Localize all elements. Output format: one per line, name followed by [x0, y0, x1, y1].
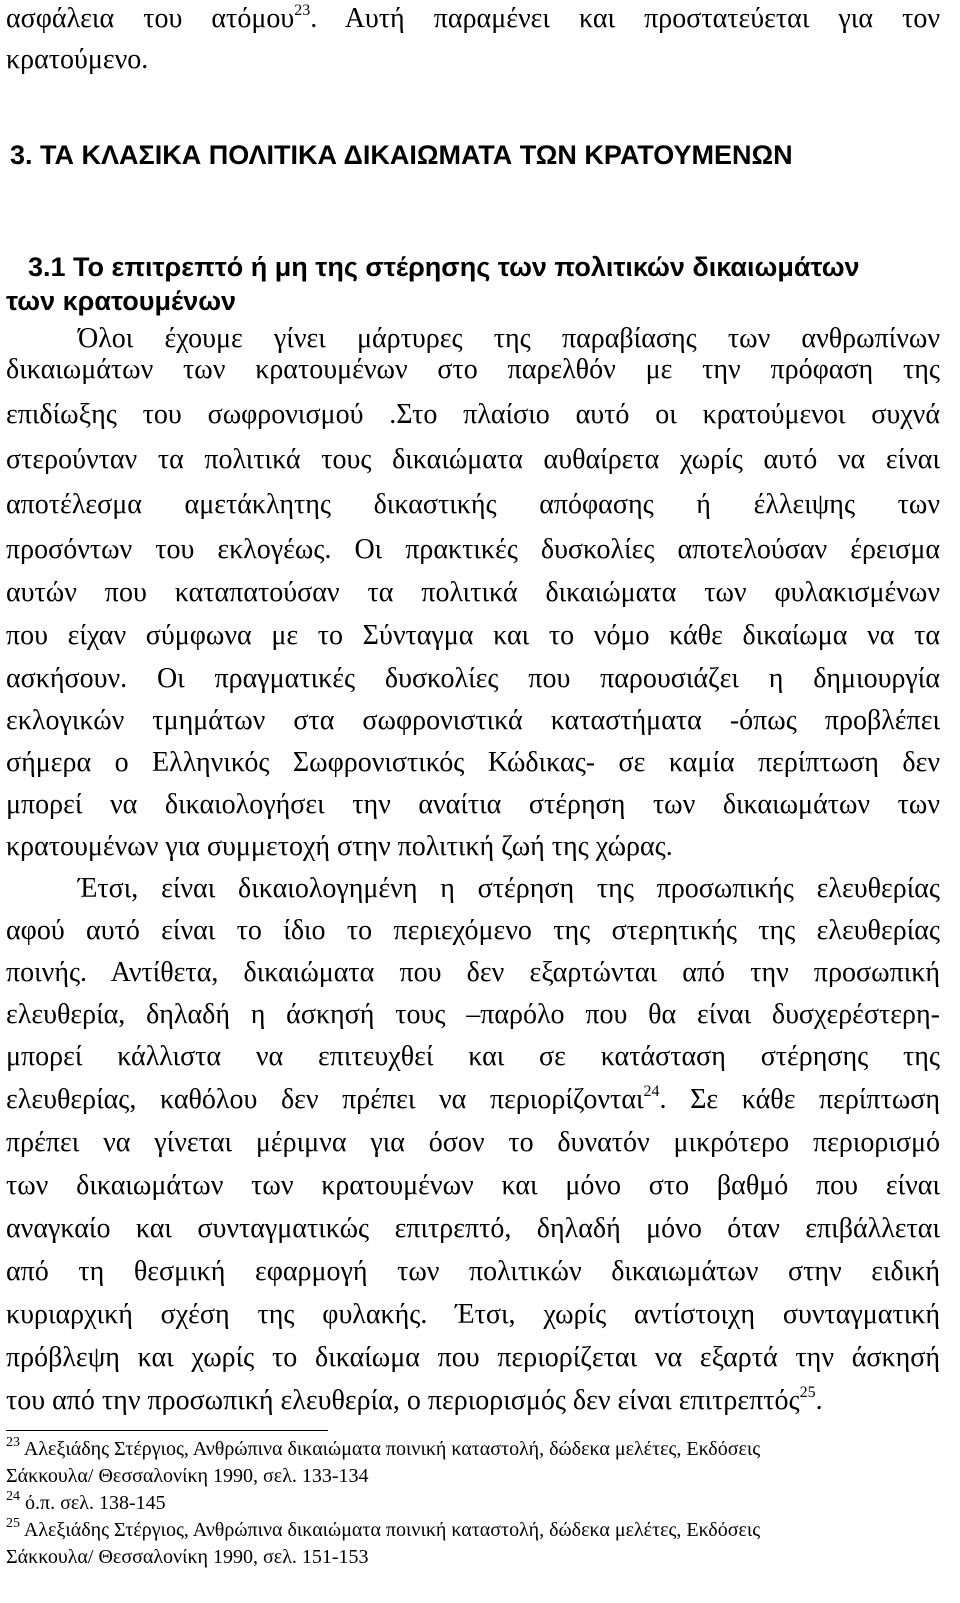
paragraph-line: επιδίωξης του σωφρονισμού .Στο πλαίσιο αυτό οι κρατούμενοι συχνά — [6, 399, 940, 430]
footnote-ref-23: 23 — [294, 2, 311, 19]
footnote-ref-24: 24 — [643, 1083, 660, 1100]
paragraph-line: από τη θεσμική εφαρμογή των πολιτικών δικαιωμάτων στην ειδική — [6, 1256, 940, 1287]
paragraph-2 — [6, 874, 940, 1416]
text-run: ασφάλεια του ατόμου — [6, 3, 295, 34]
footnote-number: 23 — [6, 1435, 20, 1450]
document-page — [6, 0, 940, 1416]
paragraph-1 — [6, 324, 940, 862]
subsection-heading-line: 3.1 Το επιτρεπτό ή μη της στέρησης των πολιτικών δικαιωμάτων — [28, 252, 860, 282]
paragraph-line: Όλοι έχουμε γίνει μάρτυρες της παραβίασης των ανθρωπίνων — [78, 323, 940, 354]
footnote-number: 25 — [6, 1516, 20, 1531]
footnote-23 — [6, 1435, 940, 1461]
footnote-text: ό.π. σελ. 138-145 — [25, 1492, 166, 1514]
paragraph-line: εκλογικών τμημάτων στα σωφρονιστικά καταστήματα -όπως προβλέπει — [6, 705, 940, 736]
paragraph-line: ασκήσουν. Οι πραγματικές δυσκολίες που παρουσιάζει η δημιουργία — [6, 663, 940, 694]
text-run: του από την προσωπική ελευθερία, ο περιορισμός δεν είναι επιτρεπτός — [6, 1385, 800, 1416]
footnote-text: Αλεξιάδης Στέργιος, Ανθρώπινα δικαιώματα ποινική καταστολή, δώδεκα μελέτες, Εκδόσεις — [23, 1519, 761, 1541]
footnote-separator — [6, 1430, 328, 1431]
paragraph-line: ποινής. Αντίθετα, δικαιώματα που δεν εξαρτώνται από την προσωπική — [6, 957, 940, 988]
paragraph-line: αναγκαίο και συνταγματικώς επιτρεπτό, δηλαδή μόνο όταν επιβάλλεται — [6, 1213, 940, 1244]
paragraph-line: μπορεί κάλλιστα να επιτευχθεί και σε κατάσταση στέρησης της — [6, 1041, 940, 1072]
paragraph-line: πρέπει να γίνεται μέριμνα για όσον το δυνατόν μικρότερο περιορισμό — [6, 1127, 940, 1158]
footnote-ref-25: 25 — [799, 1384, 816, 1401]
paragraph-line: μπορεί να δικαιολογήσει την αναίτια στέρηση των δικαιωμάτων των — [6, 789, 940, 820]
paragraph-line: πρόβλεψη και χωρίς το δικαίωμα που περιορίζεται να εξαρτά την άσκησή — [6, 1342, 940, 1373]
paragraph-line: κρατουμένων για συμμετοχή στην πολιτική ζωή της χώρας. — [6, 831, 673, 862]
section-heading: 3. ΤΑ ΚΛΑΣΙΚΑ ΠΟΛΙΤΙΚΑ ΔΙΚΑΙΩΜΑΤΑ ΤΩΝ ΚΡΑΤΟΥΜΕΝΩΝ — [10, 140, 793, 170]
footnote-text: Αλεξιάδης Στέργιος, Ανθρώπινα δικαιώματα ποινική καταστολή, δώδεκα μελέτες, Εκδόσεις — [23, 1438, 761, 1460]
paragraph-continuation-line — [6, 4, 940, 34]
paragraph-line: των δικαιωμάτων των κρατουμένων και μόνο στο βαθμό που είναι — [6, 1170, 940, 1201]
paragraph-line: που είχαν σύμφωνα με το Σύνταγμα και το νόμο κάθε δικαίωμα να τα — [6, 620, 940, 651]
paragraph-line: προσόντων του εκλογέως. Οι πρακτικές δυσκολίες αποτελούσαν έρεισμα — [6, 534, 940, 565]
paragraph-line — [6, 1386, 940, 1416]
footnote-continuation: Σάκκουλα/ Θεσσαλονίκη 1990, σελ. 133-134 — [6, 1465, 369, 1487]
footnote-25 — [6, 1516, 940, 1542]
paragraph-line — [6, 1085, 940, 1115]
paragraph-line: αυτών που καταπατούσαν τα πολιτικά δικαιώματα των φυλακισμένων — [6, 577, 940, 608]
footnote-number: 24 — [6, 1489, 20, 1504]
paragraph-line: αφού αυτό είναι το ίδιο το περιεχόμενο της στερητικής της ελευθερίας — [6, 915, 940, 946]
paragraph-line: σήμερα ο Ελληνικός Σωφρονιστικός Κώδικας- σε καμία περίπτωση δεν — [6, 747, 940, 778]
paragraph-line: αποτέλεσμα αμετάκλητης δικαστικής απόφασης ή έλλειψης των — [6, 489, 940, 520]
footnotes — [6, 1435, 940, 1569]
paragraph-line: κυριαρχική σχέση της φυλακής. Έτσι, χωρίς αντίστοιχη συνταγματική — [6, 1299, 940, 1330]
text-run: ελευθερίας, καθόλου δεν πρέπει να περιορίζονται — [6, 1084, 644, 1115]
footnote-continuation: Σάκκουλα/ Θεσσαλονίκη 1990, σελ. 151-153 — [6, 1546, 369, 1568]
paragraph-continuation-line: κρατούμενο. — [6, 44, 149, 75]
paragraph-line: δικαιωμάτων των κρατουμένων στο παρελθόν με την πρόφαση της — [6, 354, 940, 385]
paragraph-line: ελευθερία, δηλαδή η άσκησή τους –παρόλο που θα είναι δυσχερέστερη- — [6, 999, 940, 1030]
text-run: . Αυτή παραμένει και προστατεύεται για τον — [310, 3, 940, 34]
text-run: . Σε κάθε περίπτωση — [659, 1084, 940, 1115]
text-run: . — [815, 1385, 823, 1416]
subsection-heading-line: των κρατουμένων — [6, 286, 237, 316]
paragraph-line: Έτσι, είναι δικαιολογημένη η στέρηση της προσωπικής ελευθερίας — [78, 873, 940, 904]
paragraph-line: στερούνταν τα πολιτικά τους δικαιώματα αυθαίρετα χωρίς αυτό να είναι — [6, 444, 940, 475]
footnote-24 — [6, 1489, 940, 1515]
